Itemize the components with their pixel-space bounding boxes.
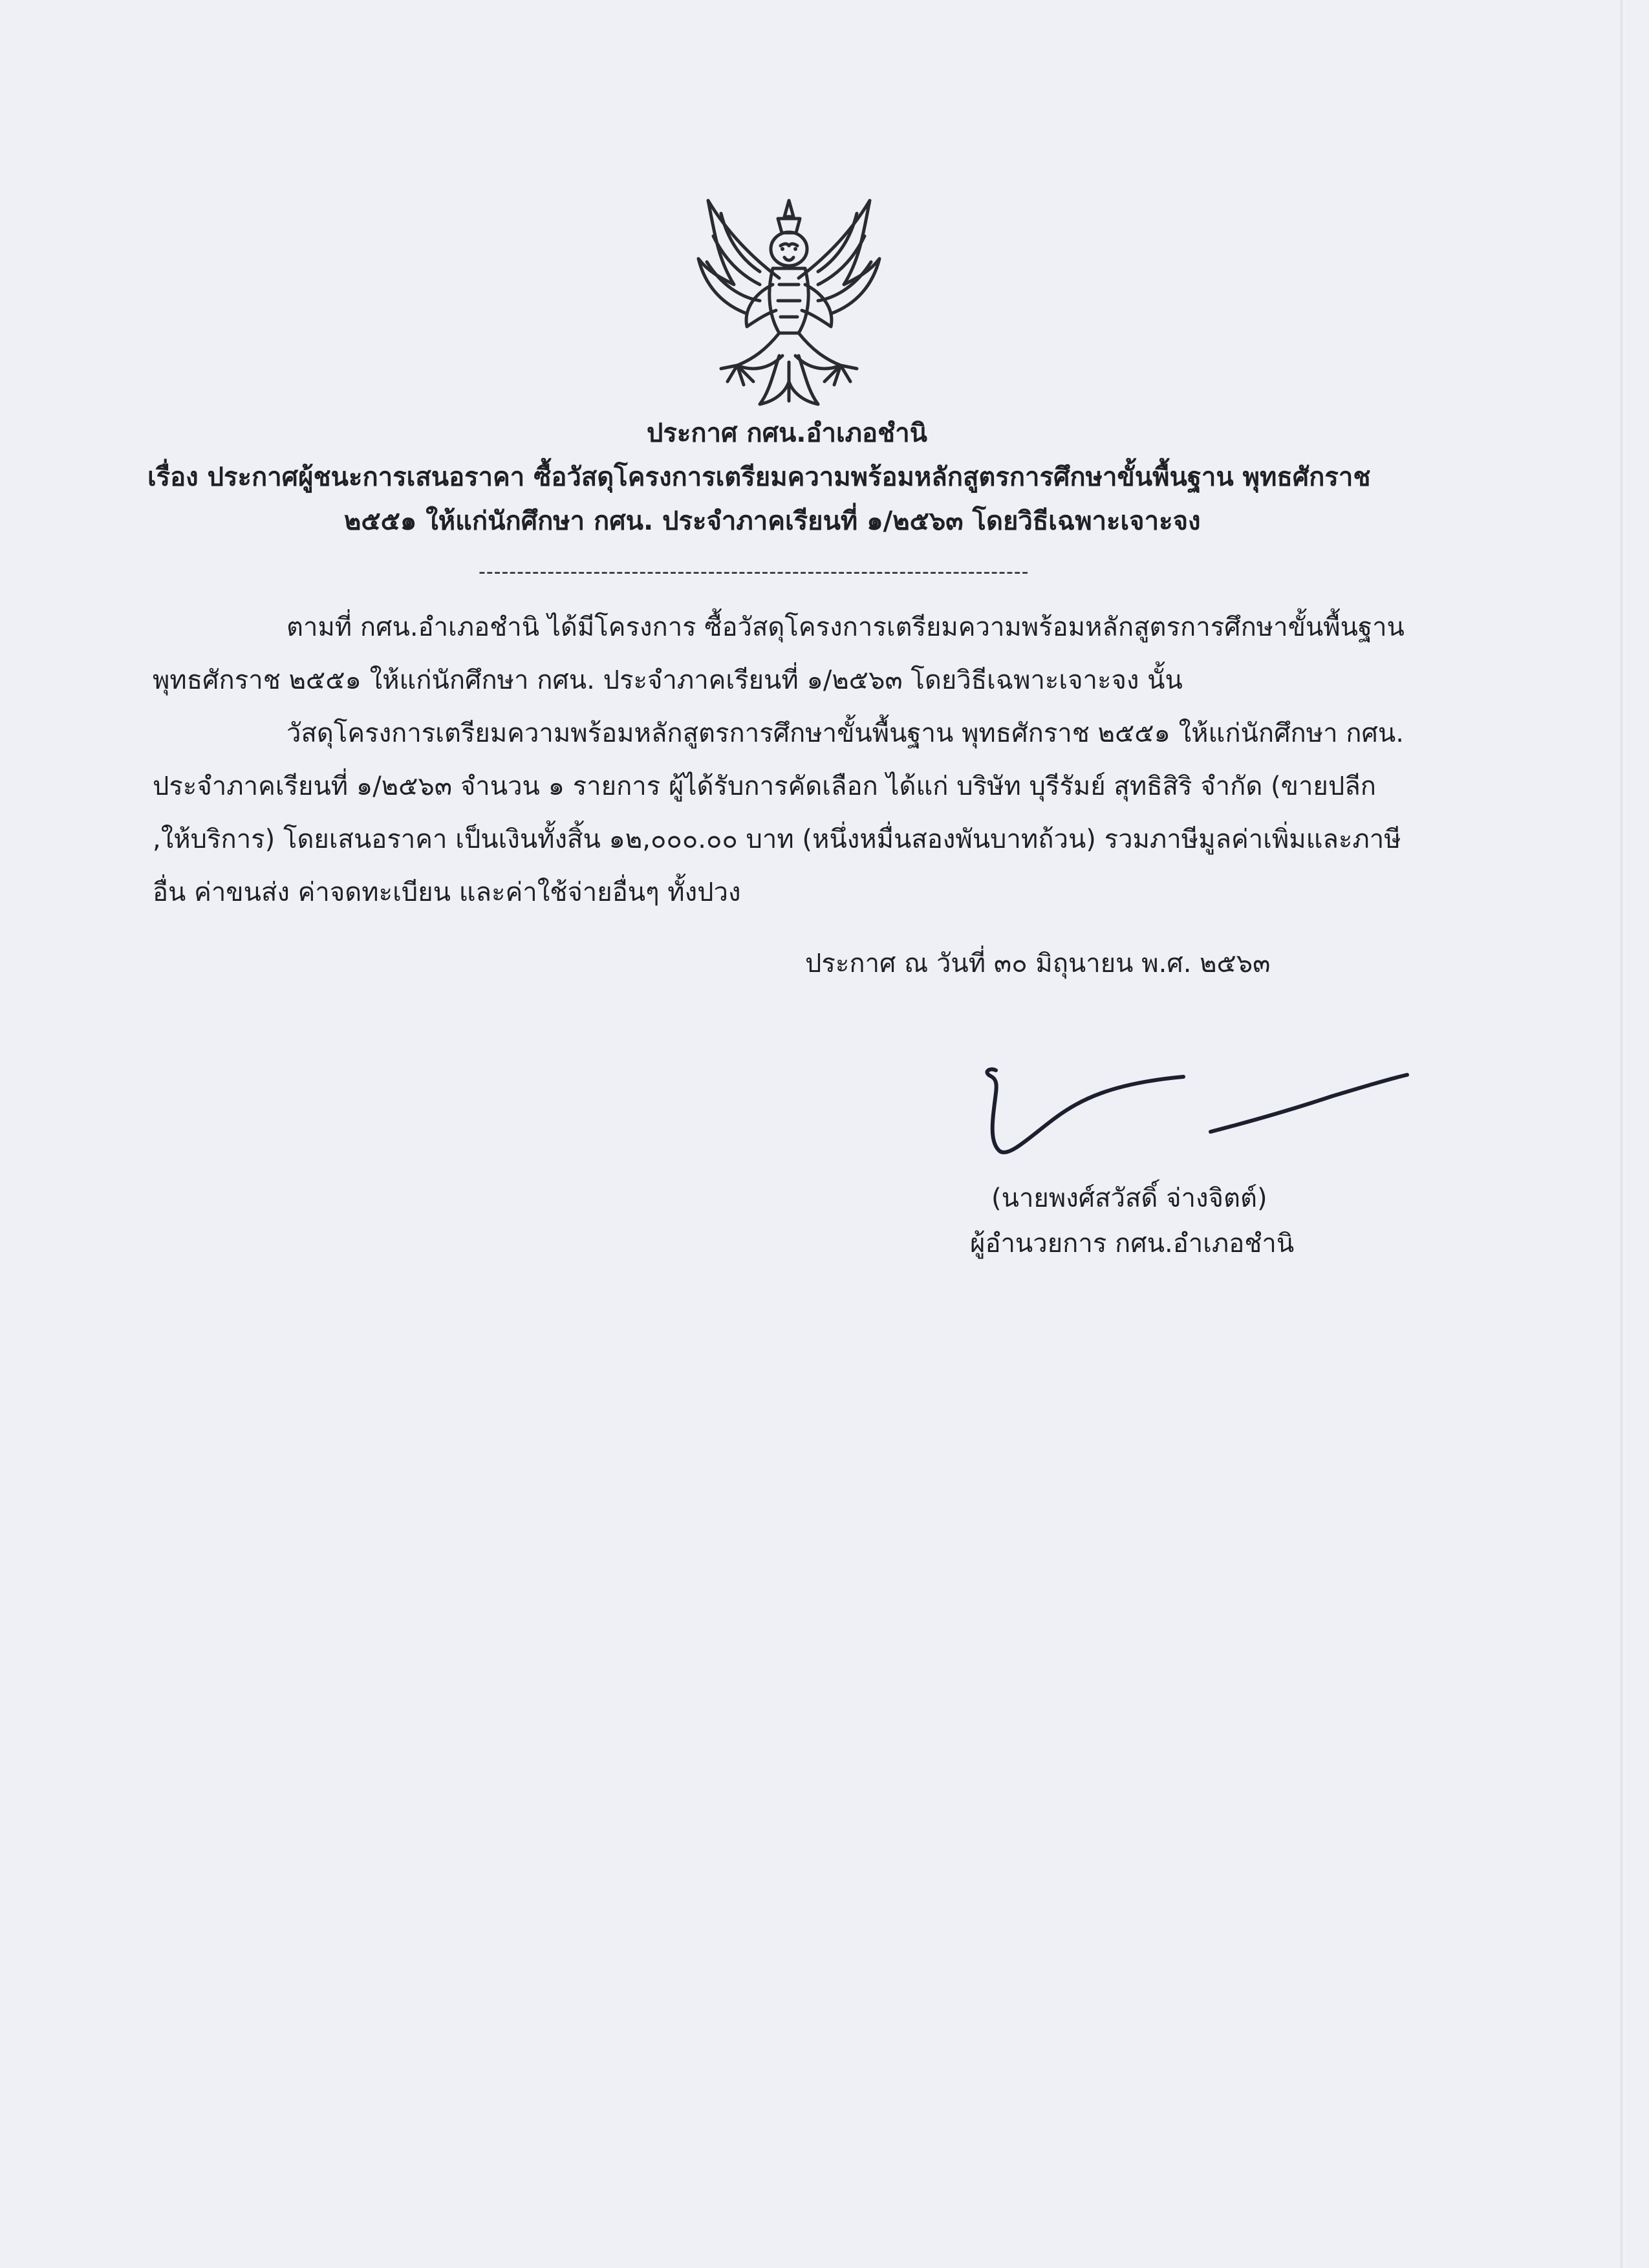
garuda-emblem-icon [682,188,896,414]
body-line-3: วัสดุโครงการเตรียมความพร้อมหลักสูตรการศึกษาขั้นพื้นฐาน พุทธศักราช ๒๕๕๑ ให้แก่นักศึกษา กศน. [286,718,1404,748]
subject-line-2: ๒๕๕๑ ให้แก่นักศึกษา กศน. ประจำภาคเรียนที่ ๑/๒๕๖๓ โดยวิธีเฉพาะเจาะจง [344,506,1201,536]
subject-line-1: เรื่อง ประกาศผู้ชนะการเสนอราคา ซื้อวัสดุโครงการเตรียมความพร้อมหลักสูตรการศึกษาขั้นพื้นฐาน พุทธศักราช [147,462,1371,492]
body-line-5: ,ให้บริการ) โดยเสนอราคา เป็นเงินทั้งสิ้น ๑๒,๐๐๐.๐๐ บาท (หนึ่งหมื่นสองพันบาทถ้วน) รวมภาษีมูลค่าเพิ่มและภาษี [153,825,1401,854]
document-title: ประกาศ กศน.อำเภอชำนิ [647,418,928,448]
body-line-1: ตามที่ กศน.อำเภอชำนิ ได้มีโครงการ ซื้อวัสดุโครงการเตรียมความพร้อมหลักสูตรการศึกษาขั้นพื้นฐาน [286,612,1405,642]
signer-name: (นายพงศ์สวัสดิ์ จ่างจิตต์) [991,1183,1267,1213]
body-line-6: อื่น ค่าขนส่ง ค่าจดทะเบียน และค่าใช้จ่ายอื่นๆ ทั้งปวง [153,878,741,907]
handwritten-signature [970,1061,1410,1177]
signer-title: ผู้อำนวยการ กศน.อำเภอชำนิ [970,1229,1295,1258]
announcement-date: ประกาศ ณ วันที่ ๓๐ มิถุนายน พ.ศ. ๒๕๖๓ [805,949,1271,978]
divider-line: ------------------------------------------------------------------------ [479,561,1029,583]
body-line-2: พุทธศักราช ๒๕๕๑ ให้แก่นักศึกษา กศน. ประจำภาคเรียนที่ ๑/๒๕๖๓ โดยวิธีเฉพาะเจาะจง นั้น [153,665,1183,695]
paper-edge [1621,0,1624,2268]
body-line-4: ประจำภาคเรียนที่ ๑/๒๕๖๓ จำนวน ๑ รายการ ผู้ได้รับการคัดเลือก ได้แก่ บริษัท บุรีรัมย์ สุทธิสิริ จำกัด (ขายปลีก [153,772,1376,801]
